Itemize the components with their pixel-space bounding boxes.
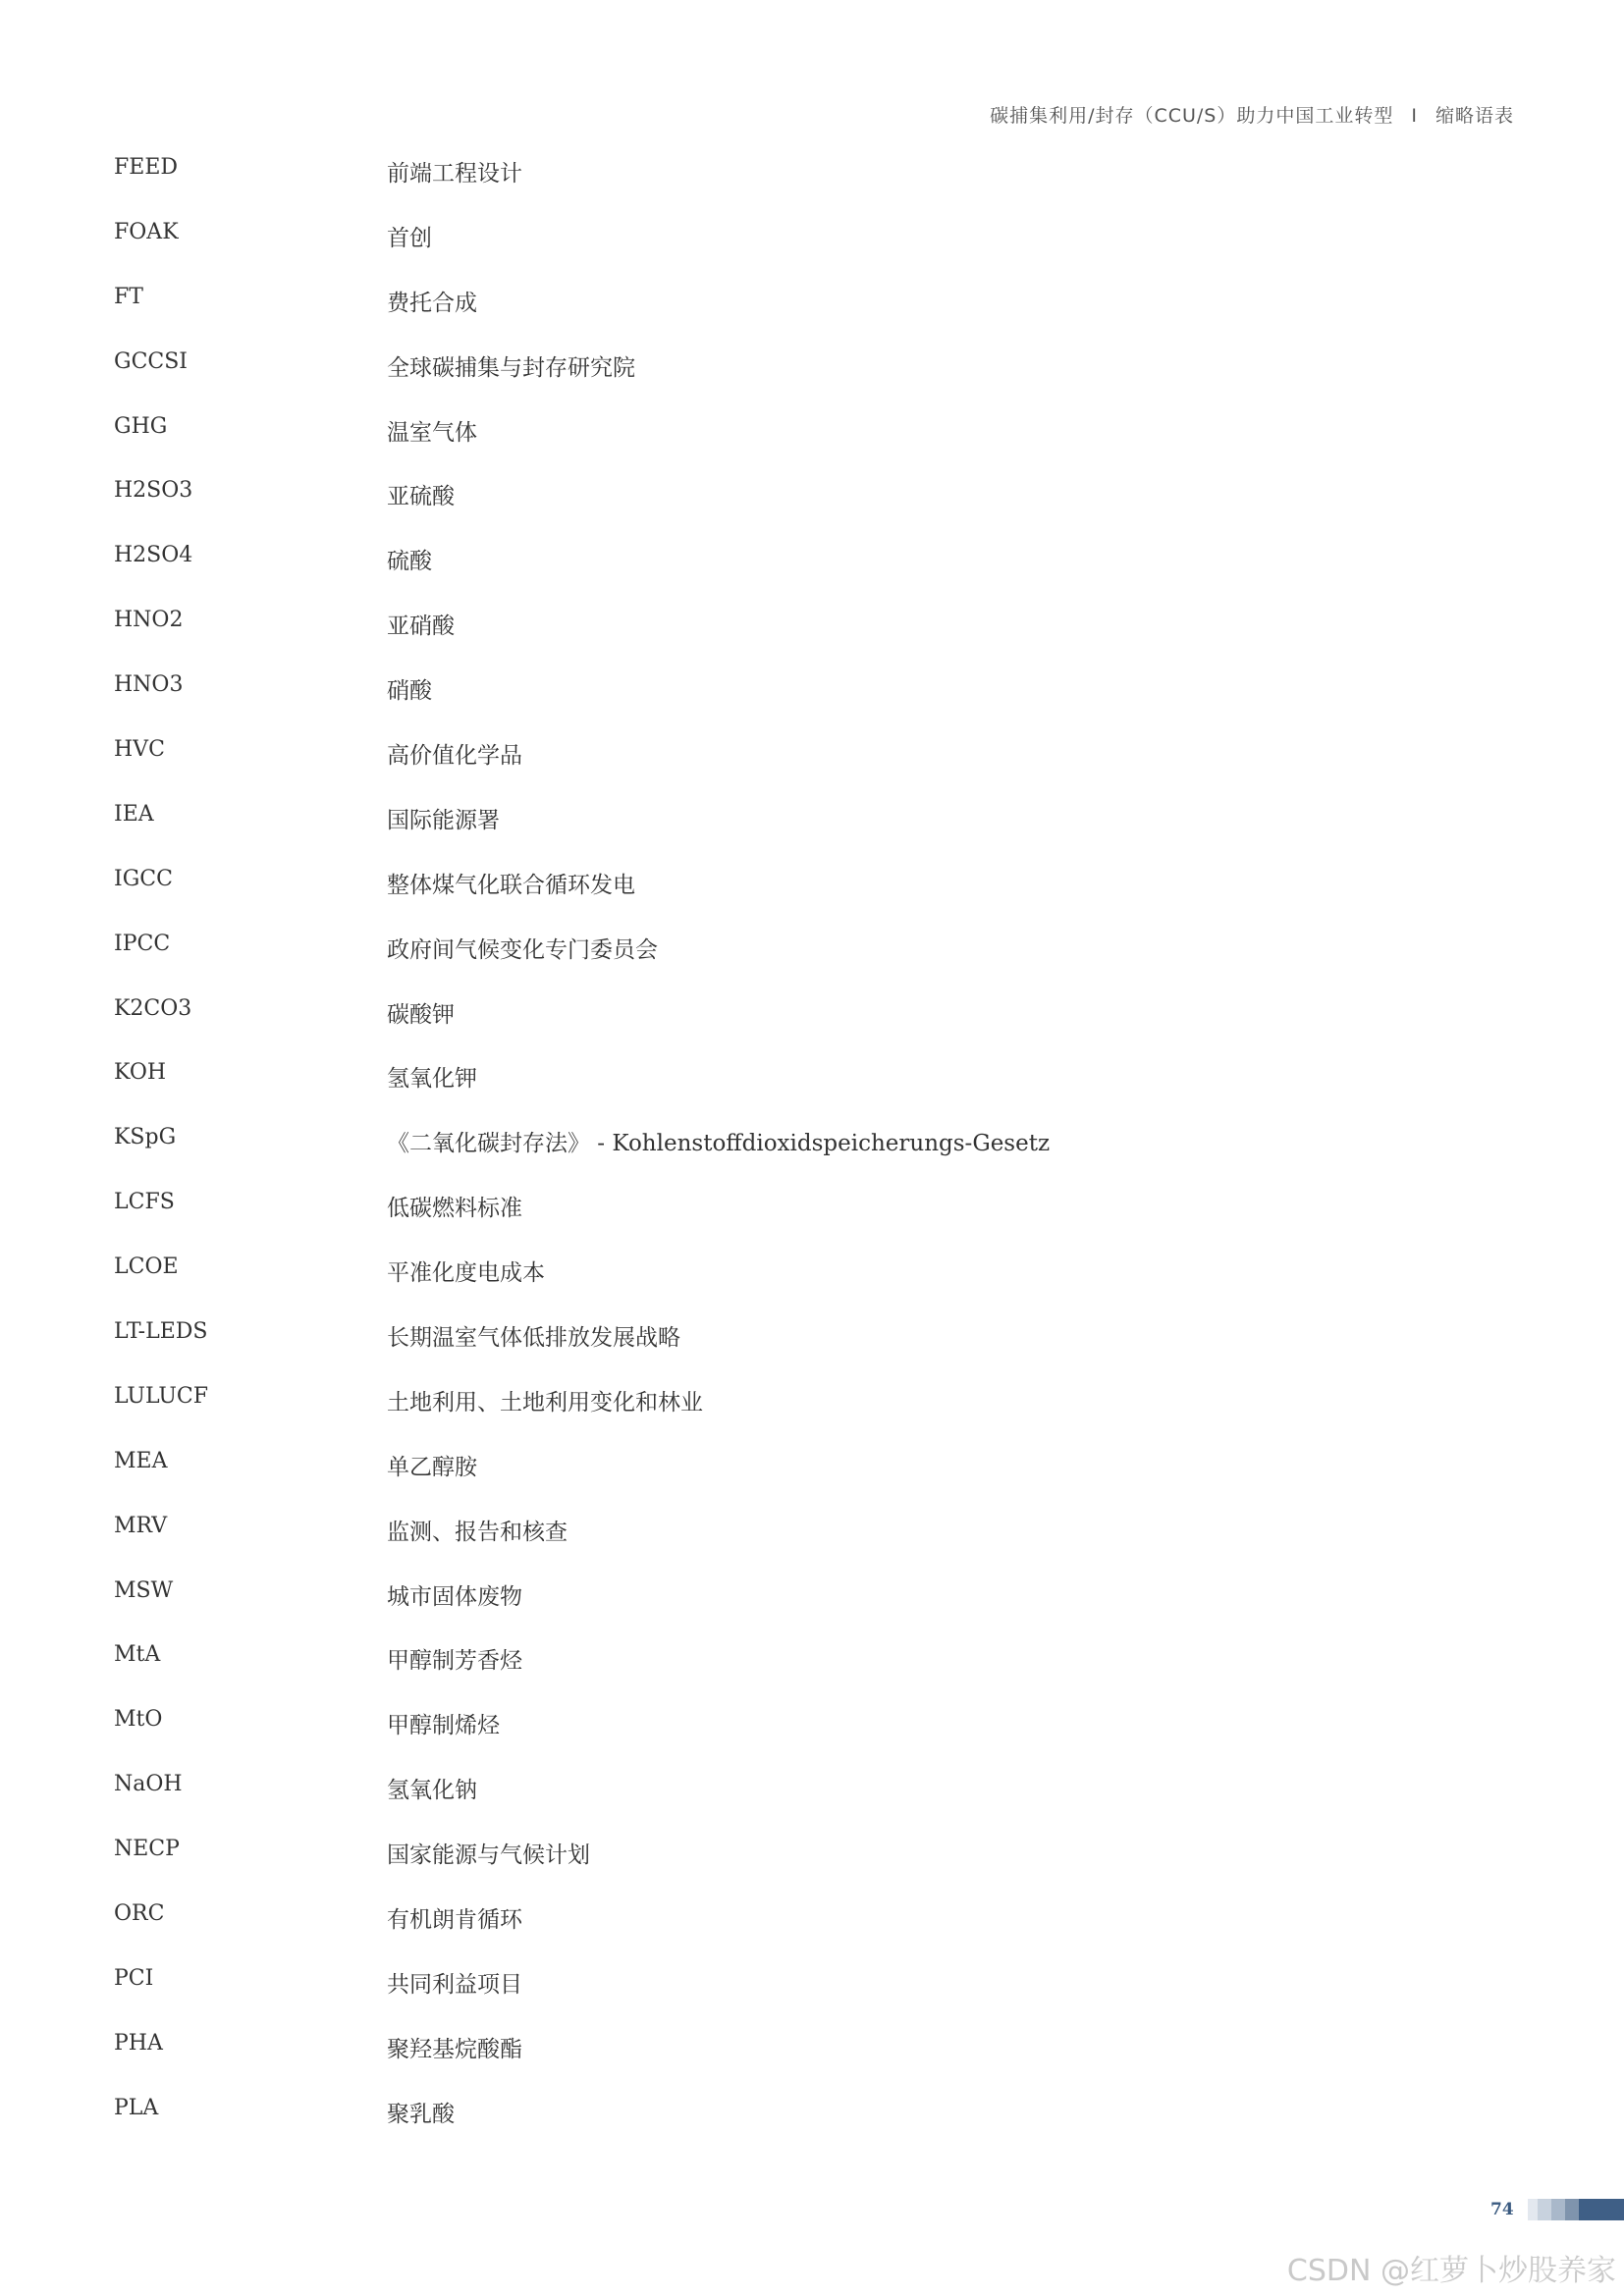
footer-decoration-bars: [1528, 2199, 1624, 2220]
definition: 碳酸钾: [387, 1001, 455, 1028]
definition: 平准化度电成本: [387, 1260, 545, 1287]
abbreviation: KSpG: [114, 1125, 177, 1150]
definition: 政府间气候变化专门委员会: [387, 936, 658, 963]
abbreviation: MRV: [114, 1513, 168, 1538]
abbreviation: FT: [114, 284, 143, 309]
header-title: 碳捕集利用/封存（CCU/S）助力中国工业转型: [990, 105, 1394, 127]
list-item: [114, 932, 1508, 996]
definition: 单乙醇胺: [387, 1454, 477, 1480]
definition: 聚羟基烷酸酯: [387, 2036, 522, 2062]
list-item: [114, 1578, 1508, 1643]
list-item: [114, 672, 1508, 737]
list-item: [114, 1772, 1508, 1837]
list-item: [114, 543, 1508, 608]
abbreviation: KOH: [114, 1060, 167, 1086]
definition: 亚硫酸: [387, 484, 455, 510]
abbreviation-list: [114, 155, 1508, 2161]
abbreviation: IEA: [114, 801, 154, 827]
list-item: [114, 608, 1508, 672]
header-separator: I: [1411, 105, 1418, 127]
definition: 长期温室气体低排放发展战略: [387, 1325, 680, 1352]
definition: 硝酸: [387, 678, 432, 705]
abbreviation: HNO3: [114, 672, 184, 698]
footer-bar: [1565, 2199, 1579, 2220]
abbreviation: PLA: [114, 2095, 159, 2120]
abbreviation: NaOH: [114, 1772, 183, 1797]
list-item: [114, 1190, 1508, 1255]
abbreviation: IGCC: [114, 866, 173, 891]
abbreviation: PHA: [114, 2030, 163, 2056]
list-item: [114, 1384, 1508, 1449]
running-header: [990, 101, 1514, 128]
abbreviation: LULUCF: [114, 1383, 208, 1409]
list-item: [114, 414, 1508, 479]
abbreviation: FEED: [114, 155, 179, 180]
list-item: [114, 1837, 1508, 1901]
definition: 首创: [387, 225, 432, 251]
abbreviation: FOAK: [114, 219, 179, 244]
abbreviation: LCFS: [114, 1190, 175, 1215]
definition: 城市固体废物: [387, 1583, 522, 1610]
list-item: [114, 1060, 1508, 1125]
abbreviation: K2CO3: [114, 995, 192, 1021]
definition: 共同利益项目: [387, 1971, 522, 1998]
abbreviation: ORC: [114, 1901, 165, 1927]
definition: 费托合成: [387, 290, 477, 316]
page-number: 74: [1490, 2200, 1514, 2219]
list-item: [114, 1514, 1508, 1578]
definition: 国家能源与气候计划: [387, 1842, 590, 1869]
definition: 《二氧化碳封存法》 - Kohlenstoffdioxidspeicherungs-Gesetz: [387, 1131, 1051, 1157]
list-item: [114, 2031, 1508, 2096]
definition: 氢氧化钠: [387, 1778, 477, 1804]
definition: 硫酸: [387, 549, 432, 575]
definition: 前端工程设计: [387, 161, 522, 187]
list-item: [114, 1642, 1508, 1707]
abbreviation: GCCSI: [114, 348, 189, 374]
list-item: [114, 867, 1508, 932]
watermark: CSDN @红萝卜炒股养家: [1286, 2254, 1616, 2288]
definition: 甲醇制烯烃: [387, 1713, 500, 1739]
abbreviation: PCI: [114, 1965, 154, 1991]
definition: 低碳燃料标准: [387, 1196, 522, 1222]
page-footer: [1490, 2199, 1624, 2220]
abbreviation: MtO: [114, 1707, 163, 1733]
definition: 氢氧化钾: [387, 1066, 477, 1093]
list-item: [114, 478, 1508, 543]
abbreviation: NECP: [114, 1837, 180, 1862]
list-item: [114, 1319, 1508, 1384]
list-item: [114, 1449, 1508, 1514]
definition: 高价值化学品: [387, 743, 522, 770]
list-item: [114, 2096, 1508, 2161]
definition: 国际能源署: [387, 807, 500, 833]
definition: 有机朗肯循环: [387, 1907, 522, 1934]
definition: 整体煤气化联合循环发电: [387, 872, 635, 898]
list-item: [114, 1707, 1508, 1772]
list-item: [114, 802, 1508, 867]
abbreviation: GHG: [114, 413, 168, 439]
list-item: [114, 737, 1508, 802]
abbreviation: IPCC: [114, 931, 171, 956]
footer-bar: [1528, 2199, 1538, 2220]
definition: 监测、报告和核查: [387, 1519, 568, 1545]
definition: 亚硝酸: [387, 614, 455, 640]
list-item: [114, 1255, 1508, 1319]
definition: 温室气体: [387, 419, 477, 446]
definition: 聚乳酸: [387, 2101, 455, 2127]
abbreviation: H2SO4: [114, 543, 193, 568]
abbreviation: LCOE: [114, 1255, 179, 1280]
list-item: [114, 1901, 1508, 1966]
abbreviation: LT-LEDS: [114, 1319, 208, 1345]
footer-bar: [1551, 2199, 1565, 2220]
list-item: [114, 996, 1508, 1061]
list-item: [114, 220, 1508, 285]
list-item: [114, 1966, 1508, 2031]
definition: 土地利用、土地利用变化和林业: [387, 1389, 703, 1415]
footer-bar: [1538, 2199, 1551, 2220]
list-item: [114, 1125, 1508, 1190]
list-item: [114, 285, 1508, 349]
definition: 全球碳捕集与封存研究院: [387, 354, 635, 381]
abbreviation: MEA: [114, 1448, 168, 1473]
list-item: [114, 155, 1508, 220]
footer-bar: [1579, 2199, 1624, 2220]
abbreviation: MSW: [114, 1577, 174, 1603]
definition: 甲醇制芳香烃: [387, 1648, 522, 1675]
list-item: [114, 349, 1508, 414]
abbreviation: MtA: [114, 1642, 161, 1668]
abbreviation: HVC: [114, 737, 165, 763]
abbreviation: H2SO3: [114, 478, 193, 504]
abbreviation: HNO2: [114, 608, 184, 633]
header-section: 缩略语表: [1435, 105, 1514, 127]
